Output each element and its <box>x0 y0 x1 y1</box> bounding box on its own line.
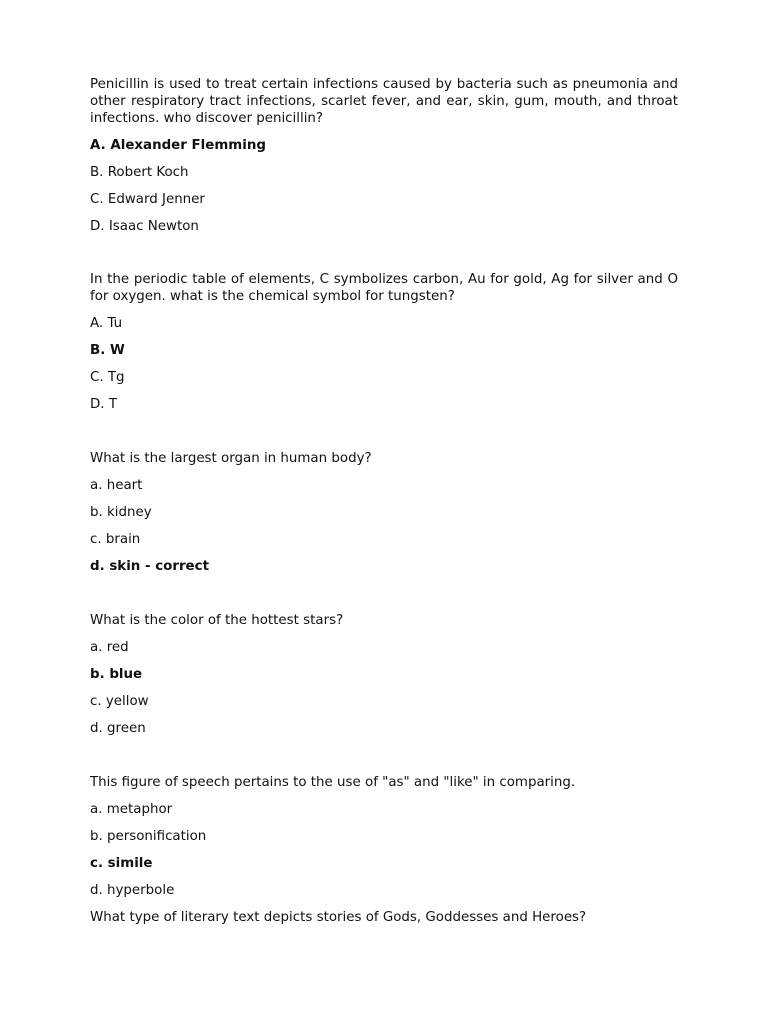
answer-option: d. hyperbole <box>90 883 175 898</box>
question-block-2 <box>90 271 678 413</box>
answer-option: A. Tu <box>90 316 123 331</box>
answer-option: D. T <box>90 397 118 412</box>
question-text: Penicillin is used to treat certain infections caused by bacteria such as pneumonia and other respiratory tract infections, scarlet fever, and ear, skin, gum, mouth, and throat infections. who discover penicillin? <box>90 77 678 126</box>
answer-option: a. red <box>90 640 129 655</box>
answer-option: a. heart <box>90 478 143 493</box>
document-page <box>90 76 678 926</box>
answer-option: d. green <box>90 721 146 736</box>
question-text: What is the color of the hottest stars? <box>90 613 344 628</box>
answer-option: a. metaphor <box>90 802 173 817</box>
question-text: This figure of speech pertains to the use of "as" and "like" in comparing. <box>90 775 576 790</box>
question-text: In the periodic table of elements, C symbolizes carbon, Au for gold, Ag for silver and O for oxygen. what is the chemical symbol for tungsten? <box>90 272 678 304</box>
answer-option: c. simile <box>90 856 153 871</box>
answer-option: b. blue <box>90 667 143 682</box>
answer-option: B. W <box>90 343 125 358</box>
answer-option: b. kidney <box>90 505 152 520</box>
answer-option: C. Edward Jenner <box>90 192 205 207</box>
question-text: What is the largest organ in human body? <box>90 451 372 466</box>
question-block-3 <box>90 450 678 575</box>
answer-option: b. personification <box>90 829 207 844</box>
answer-option: D. Isaac Newton <box>90 219 199 234</box>
answer-option: C. Tg <box>90 370 125 385</box>
question-block-6 <box>90 909 678 926</box>
answer-option: d. skin - correct <box>90 559 209 574</box>
question-text: What type of literary text depicts stories of Gods, Goddesses and Heroes? <box>90 910 587 925</box>
question-block-4 <box>90 612 678 737</box>
answer-option: B. Robert Koch <box>90 165 189 180</box>
answer-option: A. Alexander Flemming <box>90 138 266 153</box>
question-block-1 <box>90 76 678 235</box>
answer-option: c. yellow <box>90 694 149 709</box>
answer-option: c. brain <box>90 532 141 547</box>
question-block-5 <box>90 774 678 899</box>
